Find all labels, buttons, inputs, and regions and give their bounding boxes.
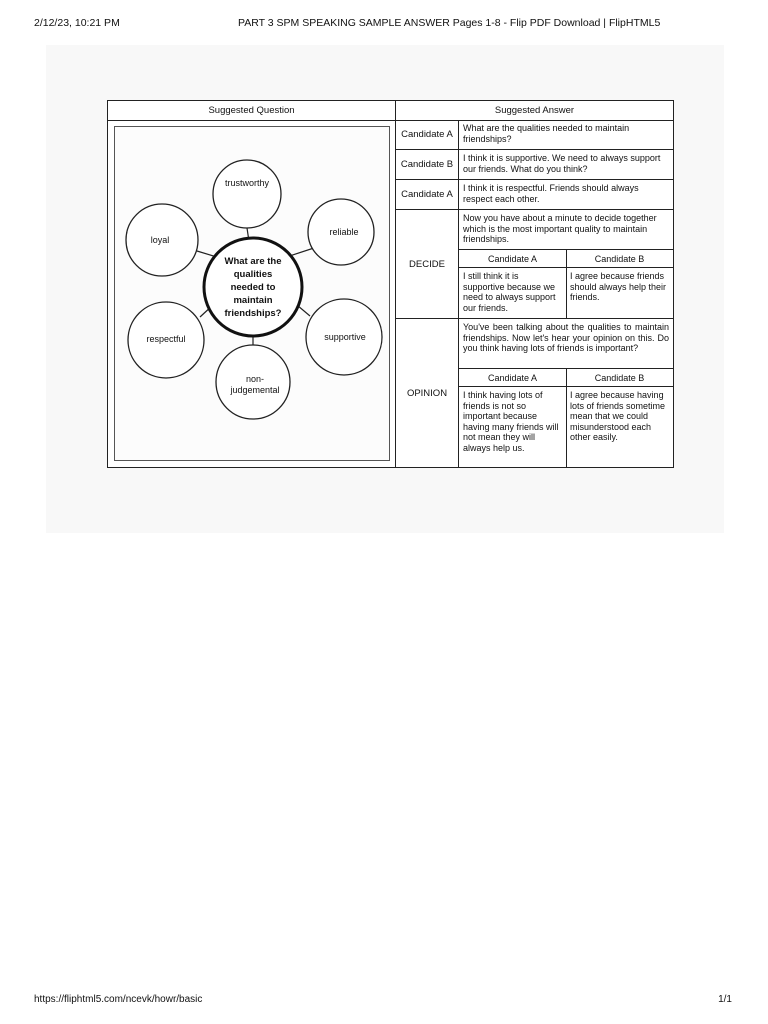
dialogue-text: What are the qualities needed to maintain friendships?	[463, 123, 630, 144]
center-question-line-1: What are the	[224, 256, 282, 267]
question-column	[108, 101, 396, 467]
center-question-line-5: friendships?	[224, 308, 282, 319]
speaker-label: Candidate A	[396, 180, 459, 209]
worksheet-table	[107, 100, 674, 468]
node-label-reliable: reliable	[329, 227, 359, 237]
question-column-header: Suggested Question	[108, 101, 395, 121]
speaker-label: Candidate B	[396, 150, 459, 179]
dialogue-row	[396, 180, 673, 210]
opinion-section	[396, 319, 673, 467]
print-header-datetime: 2/12/23, 10:21 PM	[34, 17, 120, 29]
node-trustworthy	[213, 160, 281, 228]
decide-label: DECIDE	[396, 210, 459, 318]
node-label-non-judgemental-1: non-	[245, 374, 265, 384]
decide-prompt: Now you have about a minute to decide together which is the most important quality to maintain friendships.	[459, 210, 673, 250]
answer-column-header: Suggested Answer	[396, 101, 673, 121]
decide-candidate-b-header: Candidate B	[566, 250, 673, 268]
print-footer-page-indicator: 1/1	[718, 994, 732, 1005]
center-question-line-4: maintain	[233, 295, 273, 306]
decide-answer-b: I agree because friends should always help their friends.	[570, 271, 667, 302]
speaker-label: Candidate A	[396, 120, 459, 149]
node-label-respectful: respectful	[146, 334, 186, 344]
node-label-trustworthy: trustworthy	[224, 178, 270, 188]
dialogue-text: I think it is respectful. Friends should always respect each other.	[463, 183, 639, 204]
opinion-prompt: You've been talking about the qualities to maintain friendships. Now let's hear your opinion on this. Do you think having lots of friends is important?	[459, 319, 673, 369]
dialogue-row	[396, 150, 673, 180]
decide-candidate-a-header: Candidate A	[459, 250, 566, 268]
dialogue-row	[396, 120, 673, 150]
answer-column	[396, 101, 673, 467]
center-question-line-3: needed to	[230, 282, 276, 293]
dialogue-text: I think it is supportive. We need to always support our friends. What do you think?	[463, 153, 661, 174]
opinion-candidate-b-header: Candidate B	[566, 369, 673, 387]
decide-answer-a: I still think it is supportive because we need to always support our friends.	[463, 271, 556, 313]
mindmap-diagram	[114, 126, 390, 461]
opinion-answer-a: I think having lots of friends is not so important because having many friends will not mean they will always help us.	[463, 390, 559, 453]
node-label-loyal: loyal	[150, 235, 170, 245]
print-header-title: PART 3 SPM SPEAKING SAMPLE ANSWER Pages 1-8 - Flip PDF Download | FlipHTML5	[238, 17, 661, 29]
node-label-supportive: supportive	[324, 332, 366, 342]
opinion-candidate-a-header: Candidate A	[459, 369, 566, 387]
opinion-answer-b: I agree because having lots of friends sometime mean that we could misunderstood each other easily.	[570, 390, 666, 442]
opinion-label: OPINION	[396, 319, 459, 467]
decide-section	[396, 210, 673, 319]
center-question-line-2: qualities	[233, 269, 273, 280]
print-footer-url: https://fliphtml5.com/ncevk/howr/basic	[34, 994, 203, 1005]
node-label-non-judgemental-2: judgemental	[230, 385, 280, 395]
